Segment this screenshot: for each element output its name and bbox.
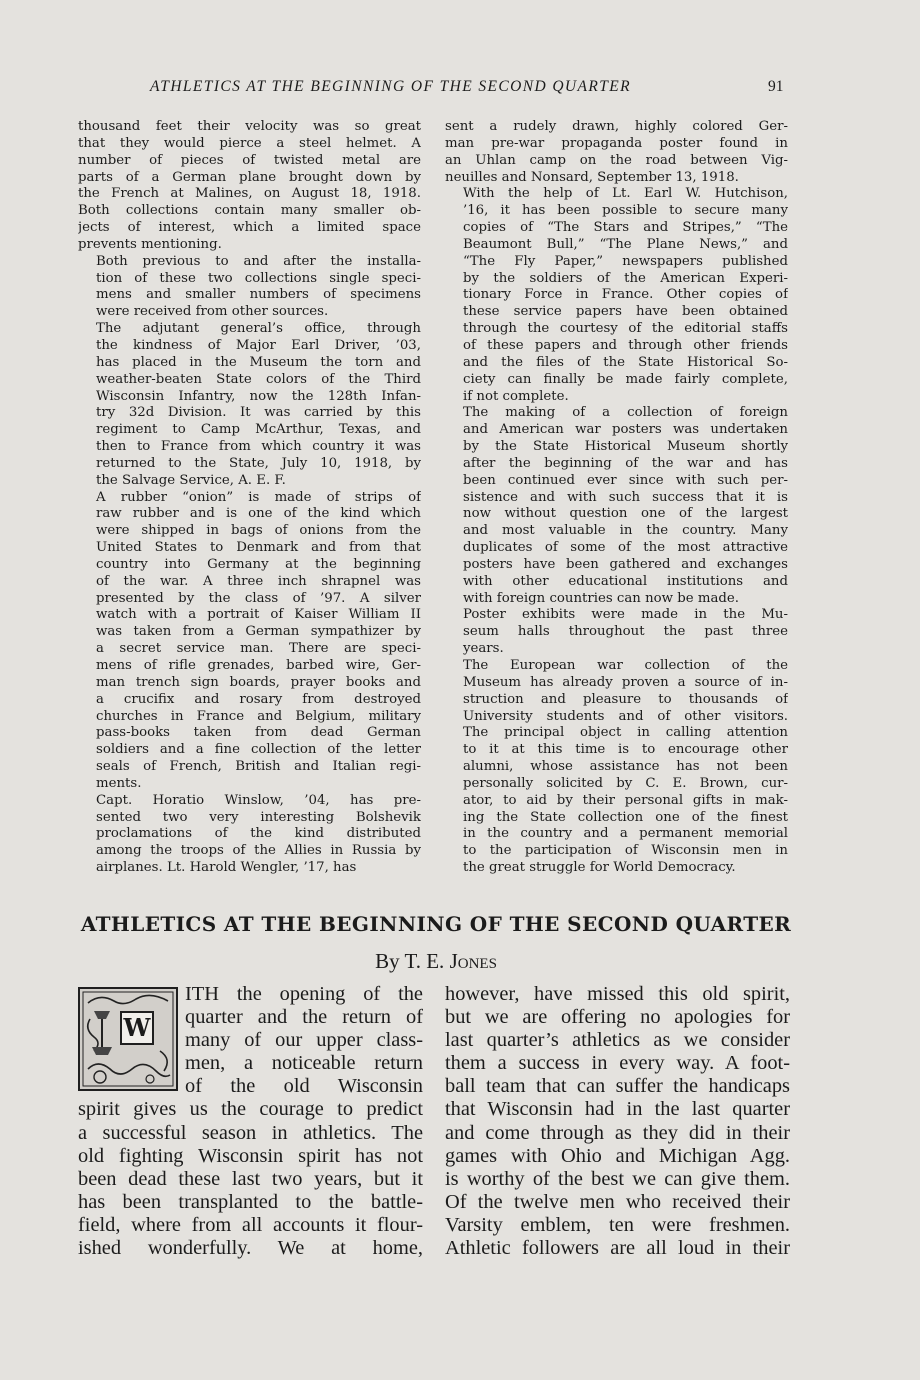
paragraph [445, 119, 788, 186]
article-left-column [78, 983, 423, 1260]
text-line: now without question one of the largest [463, 506, 788, 522]
text-line: were shipped in bags of onions from the [96, 523, 421, 539]
paragraph [445, 405, 788, 607]
text-line: copies of “The Stars and Stripes,” “The [463, 220, 788, 236]
text-line: raw rubber and is one of the kind which [96, 506, 421, 522]
text-line: field, where from all accounts it flour- [78, 1213, 423, 1236]
paragraph [445, 186, 788, 405]
text-line: proclamations of the kind distributed [96, 826, 421, 842]
text-line: a crucifix and rosary from destroyed [96, 691, 421, 707]
text-line: mens of rifle grenades, barbed wire, Ger- [96, 658, 421, 673]
text-line: an Uhlan camp on the road between Vig- [445, 152, 788, 168]
text-line: number of pieces of twisted metal are [78, 152, 421, 168]
text-line: posters have been gathered and exchanges [463, 556, 788, 572]
text-line: the great struggle for World Democracy. [463, 860, 736, 876]
text-line: neuilles and Nonsard, September 13, 1918. [445, 169, 739, 185]
text-line: seals of French, British and Italian regi- [96, 759, 421, 775]
text-line: Poster exhibits were made in the Mu- [463, 607, 788, 623]
text-line: weather-beaten State colors of the Third [96, 371, 421, 387]
text-line: quarter and the return of [185, 1006, 423, 1029]
text-line: Athletic followers are all loud in their [445, 1237, 790, 1260]
text-line: ator, to aid by their personal gifts in mak- [463, 792, 788, 808]
text-line: with other educational institutions and [463, 573, 788, 589]
text-line: sistence and with such success that it is [463, 489, 788, 505]
text-line: the Salvage Service, A. E. F. [96, 472, 286, 488]
text-line: Both previous to and after the installa- [96, 253, 421, 269]
text-line: tion of these two collections single speci- [96, 270, 421, 286]
text-line: old fighting Wisconsin spirit has not [78, 1144, 423, 1167]
text-line: United States to Denmark and from that [96, 540, 421, 556]
article-title: ATHLETICS AT THE BEGINNING OF THE SECOND QUARTER [80, 912, 792, 936]
text-line: The principal object in calling attention [463, 725, 788, 741]
text-line: parts of a German plane brought down by [78, 169, 421, 185]
text-line: then to France from which country it was [96, 439, 421, 455]
text-line: were received from other sources. [96, 304, 329, 320]
text-line: but we are offering no apologies for [445, 1006, 790, 1029]
text-line: has placed in the Museum the torn and [96, 354, 421, 370]
text-line: With the help of Lt. Earl W. Hutchison, [463, 186, 788, 202]
text-line: ciety can finally be made fairly complete, [463, 371, 788, 387]
text-line: alumni, whose assistance has not been [463, 759, 788, 775]
article-right-column [445, 983, 790, 1260]
text-line: thousand feet their velocity was so great [78, 119, 421, 134]
text-line: is worthy of the best we can give them. [445, 1167, 790, 1190]
running-head: ATHLETICS AT THE BEGINNING OF THE SECOND QUARTER [150, 78, 631, 95]
text-line: seum halls throughout the past three [463, 624, 788, 640]
text-line: tionary Force in France. Other copies of [463, 287, 788, 303]
upper-right-column [445, 119, 788, 877]
text-line: however, have missed this old spirit, [445, 983, 790, 1005]
text-line: Wisconsin Infantry, now the 128th Infan- [96, 388, 421, 404]
text-line: sented two very interesting Bolshevik [96, 809, 421, 825]
text-line: churches in France and Belgium, military [96, 708, 421, 724]
text-line: a successful season in athletics. The [78, 1121, 423, 1144]
upper-left-column [78, 119, 421, 877]
byline [0, 949, 872, 974]
text-line: watch with a portrait of Kaiser William II [96, 607, 421, 623]
text-line: try 32d Division. It was carried by this [96, 405, 421, 421]
text-line: “The Fly Paper,” newspapers published [463, 253, 788, 269]
text-line: that Wisconsin had in the last quarter [445, 1098, 790, 1121]
byline-prefix: By T. E. [375, 949, 445, 973]
paragraph [78, 254, 421, 321]
text-line: Museum has already proven a source of in- [463, 674, 788, 690]
text-line: among the troops of the Allies in Russia by [96, 843, 421, 859]
text-line: struction and pleasure to thousands of [463, 691, 788, 707]
byline-author: Jones [449, 949, 497, 973]
text-line: Varsity emblem, ten were freshmen. [445, 1213, 790, 1236]
text-line: been continued ever since with such per- [463, 472, 788, 488]
text-line: spirit gives us the courage to predict [78, 1098, 423, 1121]
text-line: ing the State collection one of the finest [463, 809, 788, 825]
text-line: these service papers have been obtained [463, 304, 788, 320]
text-line: airplanes. Lt. Harold Wengler, ’17, has [96, 860, 357, 876]
text-line: duplicates of some of the most attractive [463, 540, 788, 556]
text-line: country into Germany at the beginning [96, 556, 421, 572]
text-line: The European war collection of the [463, 658, 788, 673]
paragraph [78, 119, 421, 254]
text-line: and come through as they did in their [445, 1121, 790, 1144]
paragraph [78, 793, 421, 877]
text-line: man pre-war propaganda poster found in [445, 135, 788, 151]
paragraph [445, 658, 788, 877]
text-line: Both collections contain many smaller ob- [78, 203, 421, 219]
text-line: after the beginning of the war and has [463, 455, 788, 471]
text-line: to it at this time is to encourage other [463, 742, 788, 758]
text-line: years. [463, 641, 504, 657]
text-line: Of the twelve men who received their [445, 1190, 790, 1213]
text-line: has been transplanted to the battle- [78, 1190, 423, 1213]
text-line: ments. [96, 775, 142, 791]
text-line: the kindness of Major Earl Driver, ’03, [96, 337, 421, 353]
text-line: ’16, it has been possible to secure many [463, 203, 788, 219]
text-line: of the war. A three inch shrapnel was [96, 573, 421, 589]
text-line: many of our upper class- [185, 1029, 423, 1052]
text-line: last quarter’s athletics as we consider [445, 1029, 790, 1052]
page-number: 91 [768, 78, 784, 95]
text-line: and the files of the State Historical So- [463, 354, 788, 370]
text-line: them a success in every way. A foot- [445, 1052, 790, 1075]
text-line: ished wonderfully. We at home, [78, 1237, 423, 1260]
text-line: soldiers and a fine collection of the letter [96, 742, 421, 758]
text-line: of these papers and through other friends [463, 337, 788, 353]
text-line: to the participation of Wisconsin men in [463, 843, 788, 859]
text-line: and American war posters was undertaken [463, 422, 788, 438]
text-line: and most valuable in the country. Many [463, 523, 788, 539]
text-line: the French at Malines, on August 18, 1918. [78, 186, 421, 202]
text-line: with foreign countries can now be made. [463, 590, 740, 606]
text-line: sent a rudely drawn, highly colored Ger- [445, 119, 788, 134]
text-line: of the old Wisconsin [185, 1075, 423, 1098]
text-line: returned to the State, July 10, 1918, by [96, 455, 421, 471]
paragraph [78, 490, 421, 793]
text-line: Capt. Horatio Winslow, ’04, has pre- [96, 792, 421, 808]
text-line: man trench sign boards, prayer books and [96, 674, 421, 690]
text-line: by the State Historical Museum shortly [463, 439, 788, 455]
text-line: pass-books taken from dead German [96, 725, 421, 741]
text-line: personally solicited by C. E. Brown, cur- [463, 775, 788, 791]
text-line: presented by the class of ’97. A silver [96, 590, 421, 606]
text-line: ball team that can suffer the handicaps [445, 1075, 790, 1098]
text-line: through the courtesy of the editorial staffs [463, 321, 788, 337]
text-line: if not complete. [463, 388, 569, 404]
text-line: men, a noticeable return [185, 1052, 423, 1075]
text-line: A rubber “onion” is made of strips of [96, 489, 421, 505]
text-line: was taken from a German sympathizer by [96, 624, 421, 640]
dropcap-letter: W [120, 1011, 154, 1045]
text-line: jects of interest, which a limited space [78, 220, 421, 236]
text-line: Beaumont Bull,” “The Plane News,” and [463, 236, 788, 252]
text-line: prevents mentioning. [78, 236, 222, 252]
text-line: been dead these last two years, but it [78, 1167, 423, 1190]
text-line: University students and of other visitors. [463, 708, 788, 724]
text-line: mens and smaller numbers of specimens [96, 287, 421, 303]
text-line: that they would pierce a steel helmet. A [78, 135, 421, 151]
text-line: The making of a collection of foreign [463, 405, 788, 421]
text-line: by the soldiers of the American Experi- [463, 270, 788, 286]
text-line: in the country and a permanent memorial [463, 826, 788, 842]
text-line: ITH the opening of the [185, 983, 423, 1005]
text-line: a secret service man. There are speci- [96, 641, 421, 657]
paragraph [78, 321, 421, 489]
paragraph [445, 607, 788, 658]
text-line: games with Ohio and Michigan Agg. [445, 1144, 790, 1167]
text-line: The adjutant general’s office, through [96, 321, 421, 337]
text-line: regiment to Camp McArthur, Texas, and [96, 422, 421, 438]
